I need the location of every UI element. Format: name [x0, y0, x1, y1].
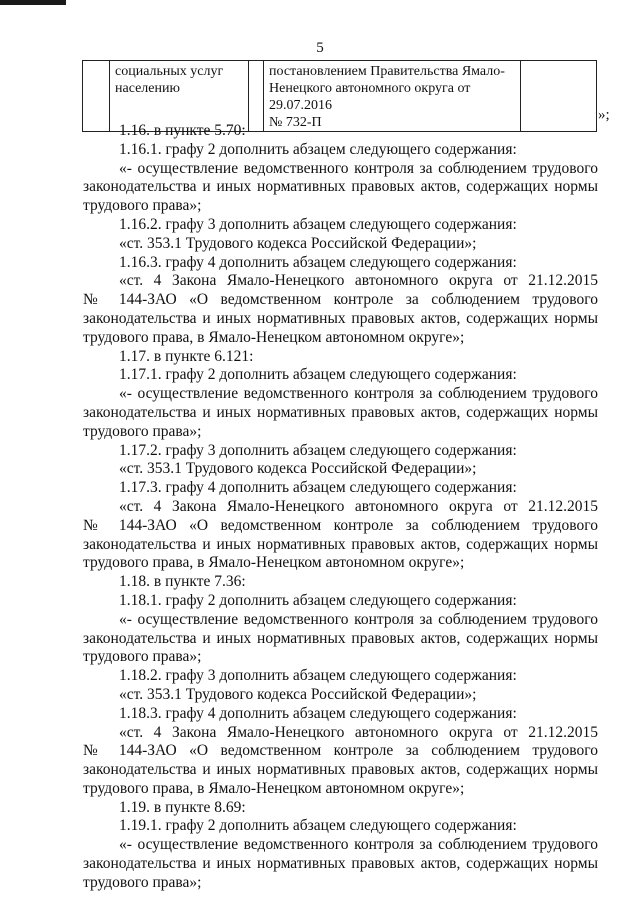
table-cell-line: Ненецкого автономного округа от 29.07.2016	[269, 81, 471, 113]
text-line: «- осуществление ведомственного контроля за соблюдением трудового	[119, 385, 598, 403]
text-line: № 144-ЗАО «О ведомственном контроле за соблюдением трудового	[83, 516, 598, 534]
text-line: «ст. 4 Закона Ямало-Ненецкого автономного округа от 21.12.2015	[119, 272, 598, 290]
text-line: № 144-ЗАО «О ведомственном контроле за соблюдением трудового	[83, 291, 598, 309]
text-line: «- осуществление ведомственного контроля за соблюдением трудового	[119, 836, 598, 854]
text-line: законодательства и иных нормативных правовых актов, содержащих нормы	[83, 535, 598, 553]
text-line: «ст. 353.1 Трудового кодекса Российской Федерации»;	[119, 234, 477, 252]
table-cell-line: населению	[115, 81, 180, 96]
table-cell-line: № 732-П	[269, 115, 322, 130]
text-line: 1.17.3. графу 4 дополнить абзацем следующего содержания:	[119, 479, 517, 497]
text-line: 1.16.3. графу 4 дополнить абзацем следующего содержания:	[119, 253, 517, 271]
text-line: 1.16.2. графу 3 дополнить абзацем следующего содержания:	[119, 215, 517, 233]
text-line: трудового права, в Ямало-Ненецком автономном округе»;	[83, 779, 465, 797]
text-line: 1.18. в пункте 7.36:	[119, 573, 246, 591]
text-line: «ст. 353.1 Трудового кодекса Российской Федерации»;	[119, 460, 477, 478]
table-closing-quote: »;	[598, 107, 610, 123]
text-line: 1.18.1. графу 2 дополнить абзацем следующего содержания:	[119, 591, 517, 609]
text-line: 1.19.1. графу 2 дополнить абзацем следующего содержания:	[119, 817, 517, 835]
text-line: трудового права, в Ямало-Ненецком автономном округе»;	[83, 328, 465, 346]
text-line: трудового права»;	[83, 648, 202, 666]
text-line: трудового права»;	[83, 422, 202, 440]
table-cell-empty	[521, 61, 597, 132]
table-cell-empty	[249, 61, 264, 132]
text-line: 1.18.2. графу 3 дополнить абзацем следующего содержания:	[119, 667, 517, 685]
text-line: 1.17.1. графу 2 дополнить абзацем следующего содержания:	[119, 366, 517, 384]
text-line: трудового права, в Ямало-Ненецком автономном округе»;	[83, 554, 465, 572]
page-number: 5	[316, 40, 324, 56]
text-line: 1.17. в пункте 6.121:	[119, 347, 254, 365]
document-body	[83, 122, 598, 893]
text-line: «- осуществление ведомственного контроля за соблюдением трудового	[119, 610, 598, 628]
text-line: 1.17.2. графу 3 дополнить абзацем следующего содержания:	[119, 441, 517, 459]
text-line: законодательства и иных нормативных правовых актов, содержащих нормы	[83, 761, 598, 779]
table-cell-line: социальных услуг	[115, 64, 224, 79]
text-line: трудового права»;	[83, 873, 202, 891]
table-cell-basis	[264, 61, 521, 132]
text-line: № 144-ЗАО «О ведомственном контроле за соблюдением трудового	[83, 742, 598, 760]
text-line: «ст. 4 Закона Ямало-Ненецкого автономного округа от 21.12.2015	[119, 497, 598, 515]
text-line: законодательства и иных нормативных правовых актов, содержащих нормы	[83, 178, 598, 196]
text-line: 1.18.3. графу 4 дополнить абзацем следующего содержания:	[119, 704, 517, 722]
text-line: законодательства и иных нормативных правовых актов, содержащих нормы	[83, 403, 598, 421]
scan-edge-mark	[0, 0, 66, 5]
table-cell-line: постановлением Правительства Ямало-	[269, 64, 505, 79]
table-cell-empty	[83, 61, 110, 132]
text-line: 1.16.1. графу 2 дополнить абзацем следующего содержания:	[119, 140, 517, 158]
text-line: 1.16. в пункте 5.70:	[119, 122, 246, 139]
text-line: трудового права»;	[83, 197, 202, 215]
text-line: «- осуществление ведомственного контроля за соблюдением трудового	[119, 159, 598, 177]
text-line: законодательства и иных нормативных правовых актов, содержащих нормы	[83, 629, 598, 647]
table-cell-service	[110, 61, 249, 132]
text-line: «ст. 4 Закона Ямало-Ненецкого автономного округа от 21.12.2015	[119, 723, 598, 741]
text-line: 1.19. в пункте 8.69:	[119, 798, 246, 816]
text-line: законодательства и иных нормативных правовых актов, содержащих нормы	[83, 309, 598, 327]
text-line: законодательства и иных нормативных правовых актов, содержащих нормы	[83, 855, 598, 873]
text-line: «ст. 353.1 Трудового кодекса Российской Федерации»;	[119, 685, 477, 703]
table-row	[83, 61, 597, 132]
